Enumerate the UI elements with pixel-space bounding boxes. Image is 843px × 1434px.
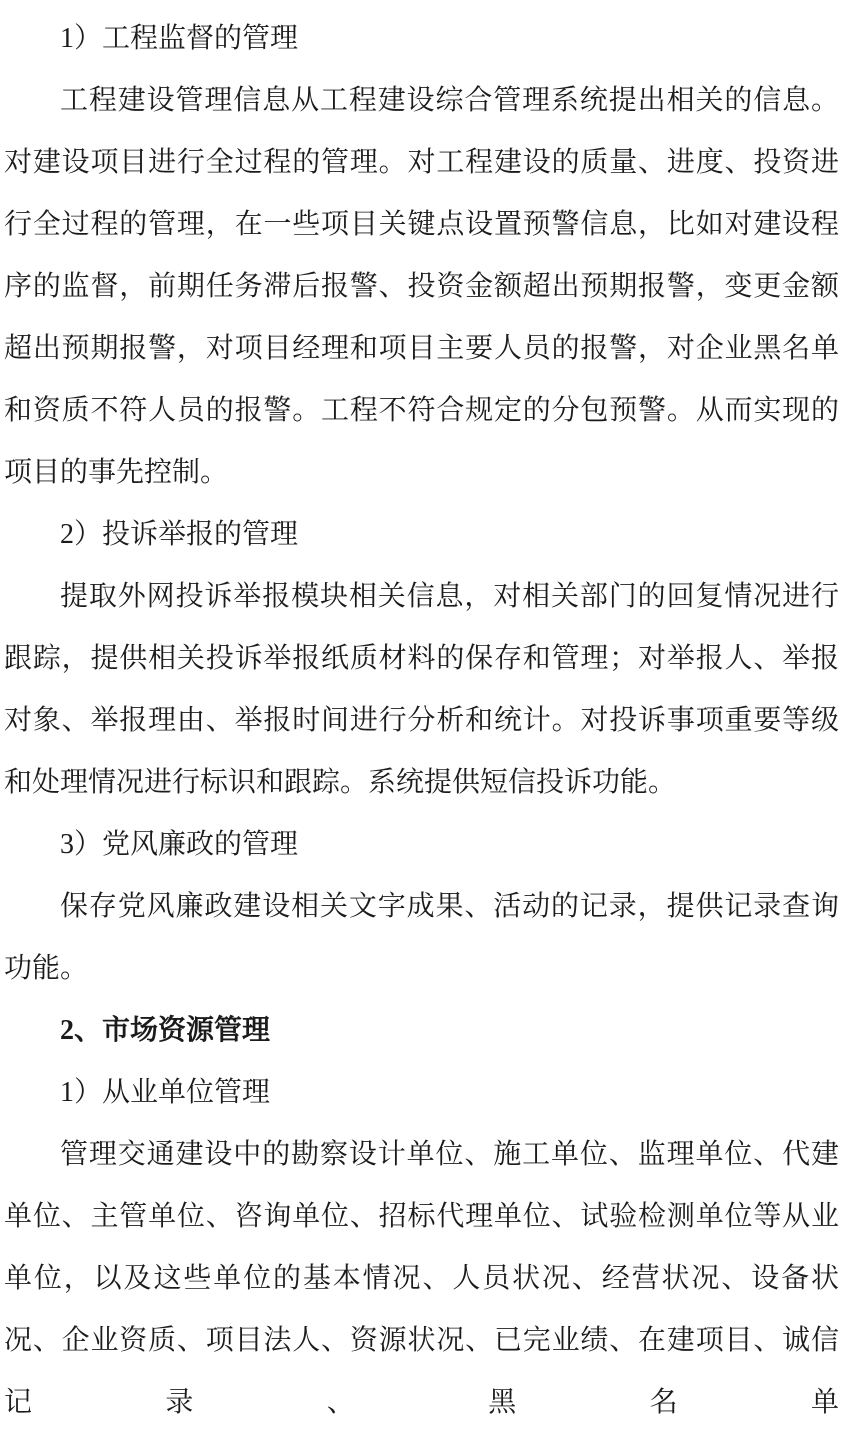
subheading-party-integrity: 3）党风廉政的管理: [60, 829, 299, 860]
heading-market-resources: 2、市场资源管理: [60, 1015, 271, 1046]
paragraph-party-integrity: 保存党风廉政建设相关文字成果、活动的记录，提供记录查询功能。: [4, 891, 839, 984]
paragraph-practicing-units: 管理交通建设中的勘察设计单位、施工单位、监理单位、代建单位、主管单位、咨询单位、招标代理单位、试验检测单位等从业单位，以及这些单位的基本情况、人员状况、经营状况、设备状况、企业资质、项目法人、资源状况、已完业绩、在建项目、诚信记录、黑名单: [4, 1139, 839, 1418]
paragraph-project-supervision: 工程建设管理信息从工程建设综合管理系统提出相关的信息。对建设项目进行全过程的管理。对工程建设的质量、进度、投资进行全过程的管理，在一些项目关键点设置预警信息，比如对建设程序的监督，前期任务滞后报警、投资金额超出预期报警，变更金额超出预期报警，对项目经理和项目主要人员的报警，对企业黑名单和资质不符人员的报警。工程不符合规定的分包预警。从而实现的项目的事先控制。: [4, 85, 839, 488]
subheading-complaint-report: 2）投诉举报的管理: [60, 519, 299, 550]
subheading-project-supervision: 1）工程监督的管理: [60, 23, 299, 54]
paragraph-complaint-report: 提取外网投诉举报模块相关信息，对相关部门的回复情况进行跟踪，提供相关投诉举报纸质材料的保存和管理；对举报人、举报对象、举报理由、举报时间进行分析和统计。对投诉事项重要等级和处理情况进行标识和跟踪。系统提供短信投诉功能。: [4, 581, 839, 798]
subheading-practicing-units: 1）从业单位管理: [60, 1077, 271, 1108]
